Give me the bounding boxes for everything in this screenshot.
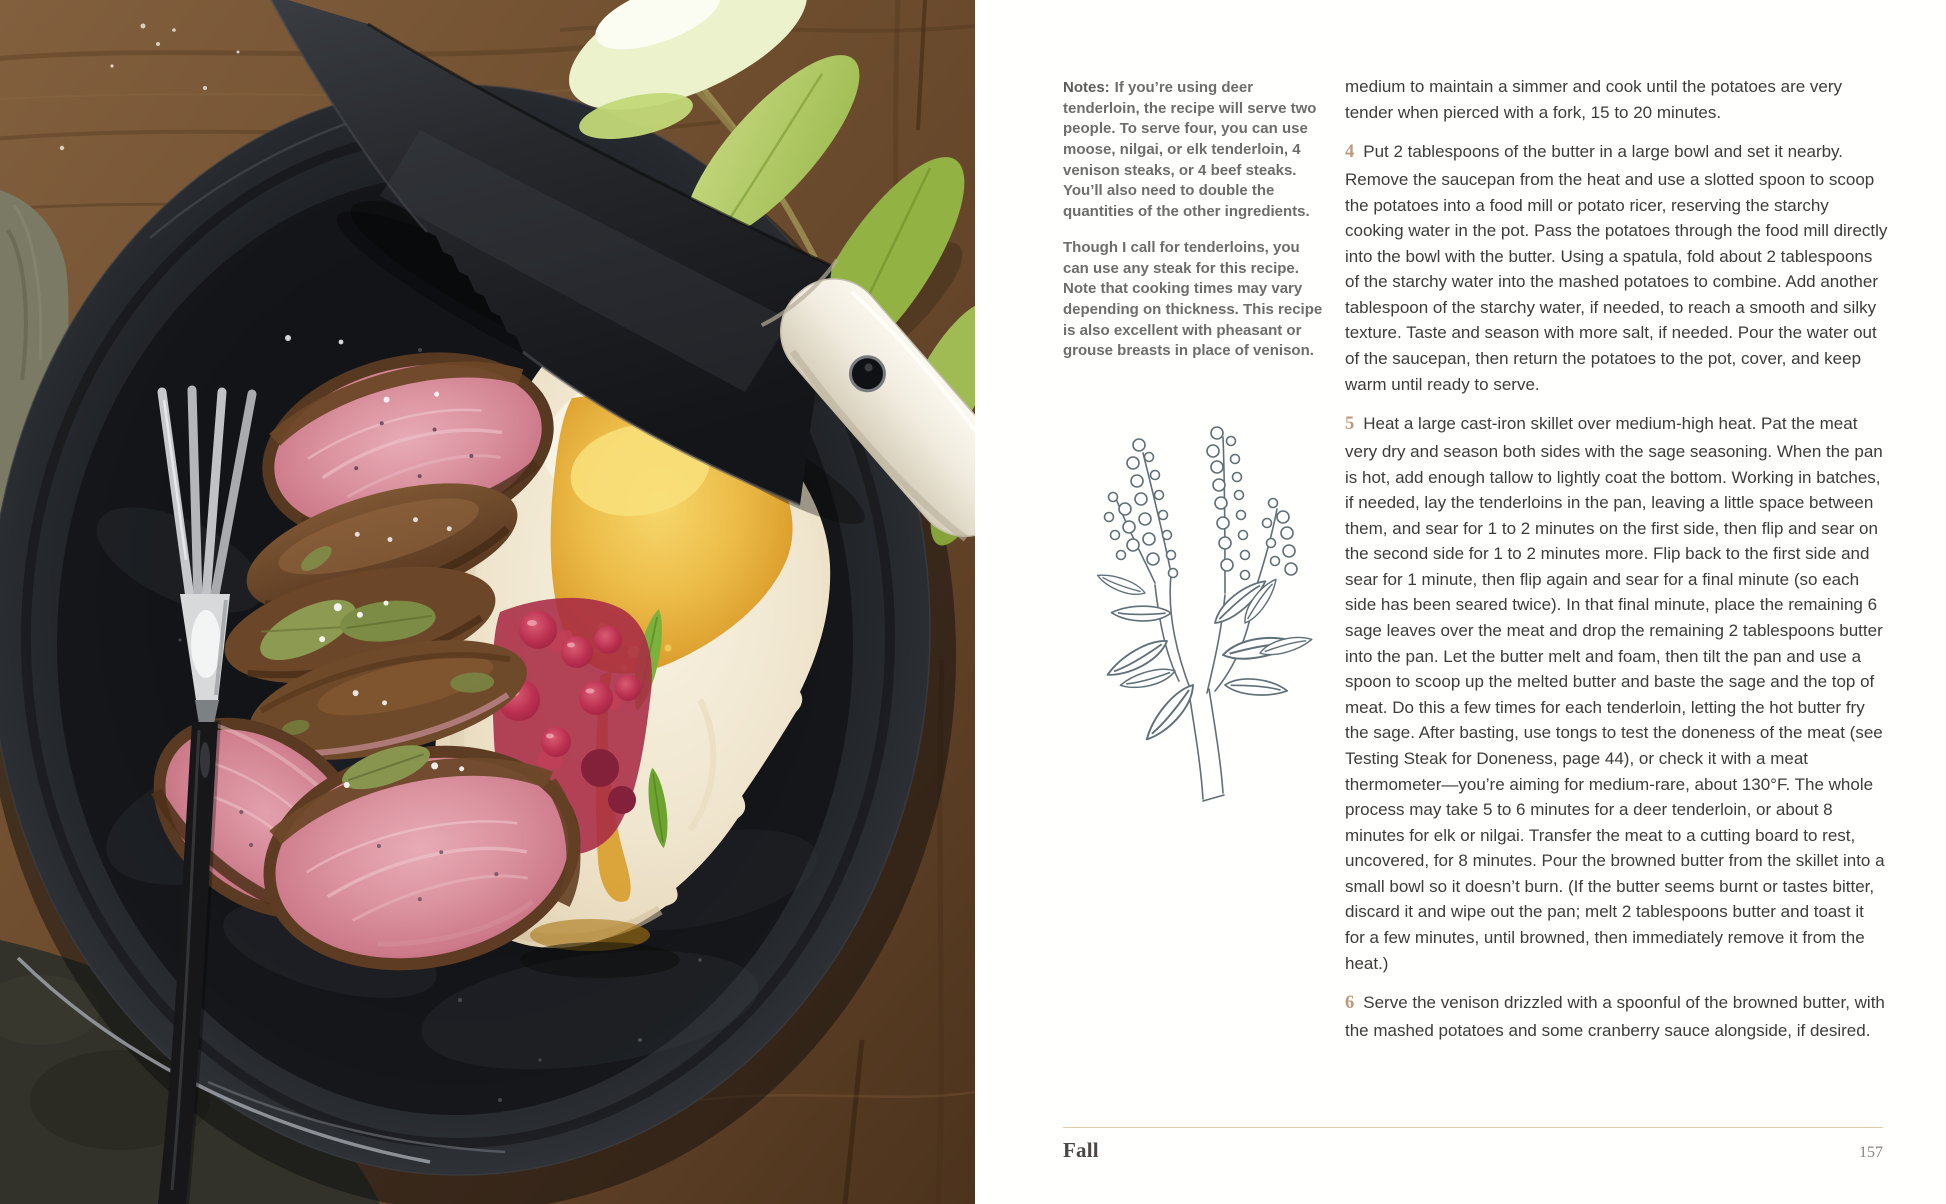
step-number: 6	[1345, 993, 1355, 1014]
notes-text: If you’re using deer tenderloin, the recipe will serve two people. To serve four, you can use moose, nilgai, or elk tenderloin, 4 venison steaks, or 4 beef steaks. You’ll also need to double the quantities of the other ingredients.	[1063, 79, 1317, 221]
notes-paragraph: Though I call for tenderloins, you can use any steak for this recipe. Note that cooking times may vary depending on thickness. This recipe is also excellent with pheasant or grouse breasts in place of venison.	[1063, 238, 1323, 360]
recipe-step	[1345, 411, 1888, 976]
recipe-instructions	[1345, 74, 1888, 1058]
recipe-step	[1345, 990, 1888, 1043]
step-number: 4	[1345, 142, 1355, 163]
notes-sidebar	[1063, 78, 1325, 377]
step-number: 5	[1345, 414, 1355, 435]
notes-paragraph	[1063, 78, 1325, 223]
sage-flower-buds	[1105, 427, 1298, 580]
footer-divider	[1063, 1127, 1883, 1128]
page-footer	[1063, 1138, 1883, 1163]
recipe-step	[1345, 139, 1888, 397]
step-text: Serve the venison drizzled with a spoonful of the browned butter, with the mashed potatoes and some cranberry sauce alongside, if desired.	[1345, 993, 1885, 1040]
step-text: Put 2 tablespoons of the butter in a large bowl and set it nearby. Remove the saucepan from the heat and use a slotted spoon to scoop the potatoes into a food mill or potato ricer, reserving the starchy cooking water in the pot. Pass the potatoes through the food mill directly into the bowl with the butter. Using a spatula, fold about 2 tablespoons of the starchy water into the mashed potatoes to combine. Add another tablespoon of the starchy water, if needed, to reach a smooth and silky texture. Taste and season with more salt, if needed. Pour the water out of the saucepan, then return the potatoes to the pot, cover, and keep warm until ready to serve.	[1345, 142, 1888, 394]
recipe-page	[975, 0, 1946, 1204]
step-text: Heat a large cast-iron skillet over medium-high heat. Pat the meat very dry and season both sides with the sage seasoning. When the pan is hot, add enough tallow to lightly coat the bottom. Working in batches, if needed, lay the tenderloins in the pan, leaving a little space between them, and sear for 1 to 2 minutes on the first side, then flip and sear on the second side for 1 to 2 minutes more. Flip back to the first side and sear for 1 minute, then flip again and sear for a final minute (so each side has been seared twice). In that final minute, place the remaining 6 sage leaves over the meat and drop the remaining 2 tablespoons butter into the pan. Let the butter melt and foam, then tilt the pan and use a spoon to scoop up the melted butter and baste the sage and the top of meat. Do this a few times for each tenderloin, letting the hot butter fry the sage. After basting, use tongs to test the doneness of the meat (see Testing Steak for Doneness, page 44), or check it with a meat thermometer—you’re aiming for medium-rare, about 130°F. The whole process may take 5 to 6 minutes for a deer tenderloin, or about 8 minutes for elk or nilgai. Transfer the meat to a cutting board to rest, uncovered, for 8 minutes. Pour the browned butter from the skillet into a small bowl so it doesn’t burn. (If the butter seems burnt or tastes bitter, discard it and wipe out the pan; melt 2 tablespoons butter and toast it for a few minutes, until browned, then immediately remove it from the heat.)	[1345, 414, 1885, 973]
sage-sprig-illustration	[1075, 423, 1315, 803]
step-continuation: medium to maintain a simmer and cook until the potatoes are very tender when pierced with a fork, 15 to 20 minutes.	[1345, 77, 1843, 122]
notes-label: Notes:	[1063, 79, 1110, 96]
section-title: Fall	[1063, 1138, 1099, 1162]
sage-leaves-lineart	[1097, 562, 1312, 741]
page-number: 157	[1859, 1144, 1883, 1161]
